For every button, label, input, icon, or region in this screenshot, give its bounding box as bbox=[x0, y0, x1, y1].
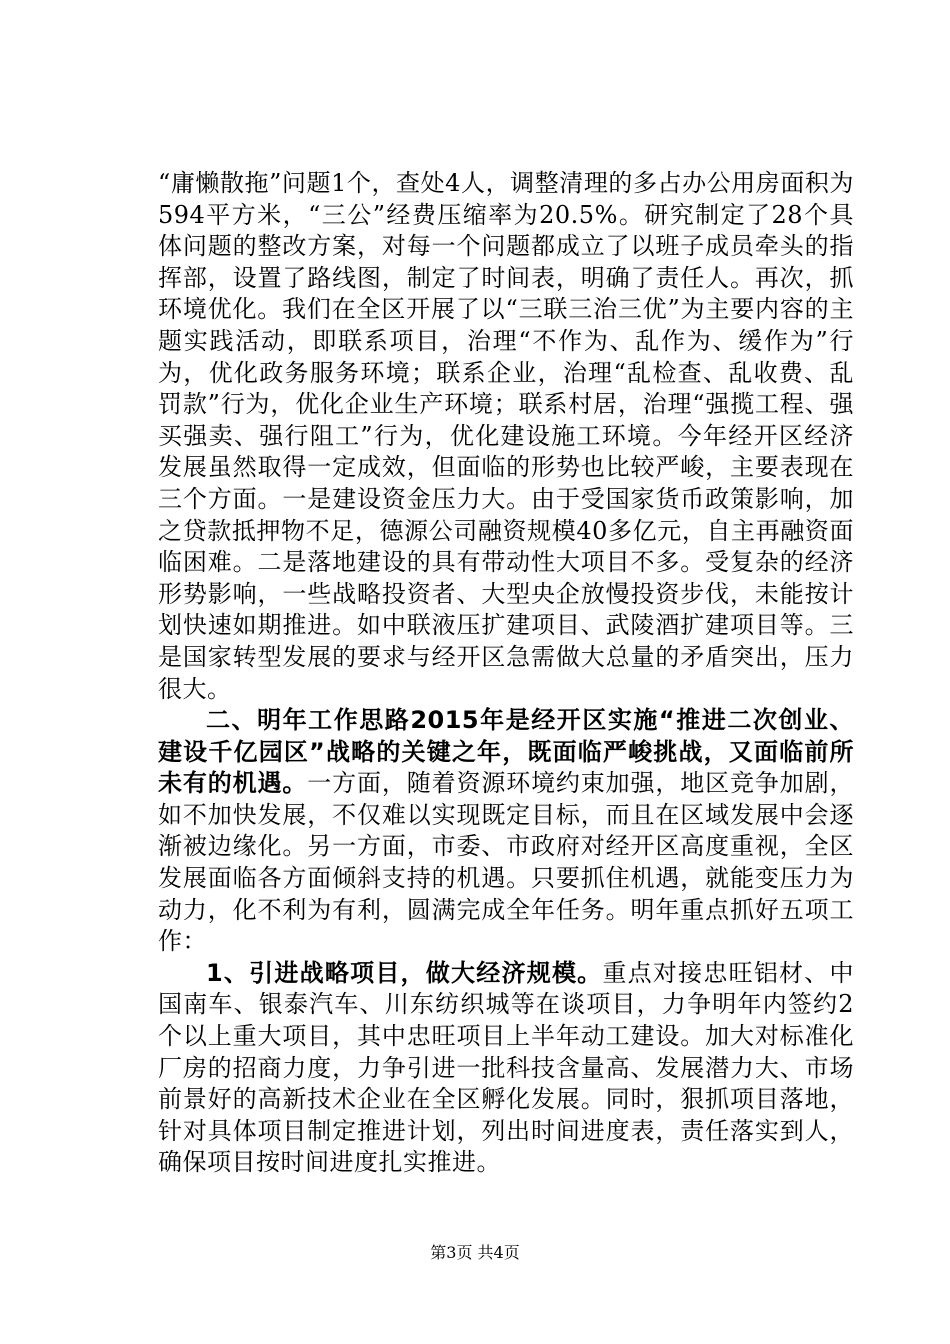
section-heading-next-year: 二、明年工作思路2015年是经开区实施“推进二次创业、建设千亿园区”战略的关键之年，既面临严峻挑战，又面临前所未有的机遇。 bbox=[158, 706, 854, 798]
paragraph-continuation: “庸懒散拖”问题1个，查处4人，调整清理的多占办公用房面积为594平方米，“三公”经费压缩率为20.5%。研究制定了28个具体问题的整改方案，对每一个问题都成立了以班子成员牵头的指挥部，设置了路线图，制定了时间表，明确了责任人。再次，抓环境优化。我们在全区开展了以“三联三治三优”为主要内容的主题实践活动，即联系项目，治理“不作为、乱作为、缓作为”行为，优化政务服务环境；联系企业，治理“乱检查、乱收费、乱罚款”行为，优化企业生产环境；联系村居，治理“强揽工程、强买强卖、强行阻工”行为，优化建设施工环境。今年经开区经济发展虽然取得一定成效，但面临的形势也比较严峻，主要表现在三个方面。一是建设资金压力大。由于受国家货币政策影响，加之贷款抵押物不足，德源公司融资规模40多亿元，自主再融资面临困难。二是落地建设的具有带动性大项目不多。受复杂的经济形势影响，一些战略投资者、大型央企放慢投资步伐，未能按计划快速如期推进。如中联液压扩建项目、武陵酒扩建项目等。三是国家转型发展的要求与经开区急需做大总量的矛盾突出，压力很大。 bbox=[158, 169, 854, 703]
item-heading-strategic-projects: 1、引进战略项目，做大经济规模。 bbox=[206, 958, 603, 987]
page-number-footer: 第3页 共4页 bbox=[430, 1243, 520, 1262]
item-text-strategic-projects: 重点对接忠旺铝材、中国南车、银泰汽车、川东纺织城等在谈项目，力争明年内签约2个以上重大项目，其中忠旺项目上半年动工建设。加大对标准化厂房的招商力度，力争引进一批科技含量高、发展潜力大、市场前景好的高新技术企业在全区孵化发展。同时，狠抓项目落地，针对具体项目制定推进计划，列出时间进度表，责任落实到人，确保项目按时间进度扎实推进。 bbox=[158, 958, 855, 1177]
paragraph-next-year-plan bbox=[158, 705, 854, 958]
paragraph-next-year-text: 一方面，随着资源环境约束加强，地区竞争加剧，如不加快发展，不仅难以实现既定目标，而且在区域发展中会逐渐被边缘化。另一方面，市委、市政府对经开区高度重视，全区发展面临各方面倾斜支持的机遇。只要抓住机遇，就能变压力为动力，化不利为有利，圆满完成全年任务。明年重点抓好五项工作： bbox=[158, 769, 855, 956]
paragraph-strategic-projects bbox=[158, 958, 854, 1179]
document-body bbox=[158, 168, 854, 1179]
